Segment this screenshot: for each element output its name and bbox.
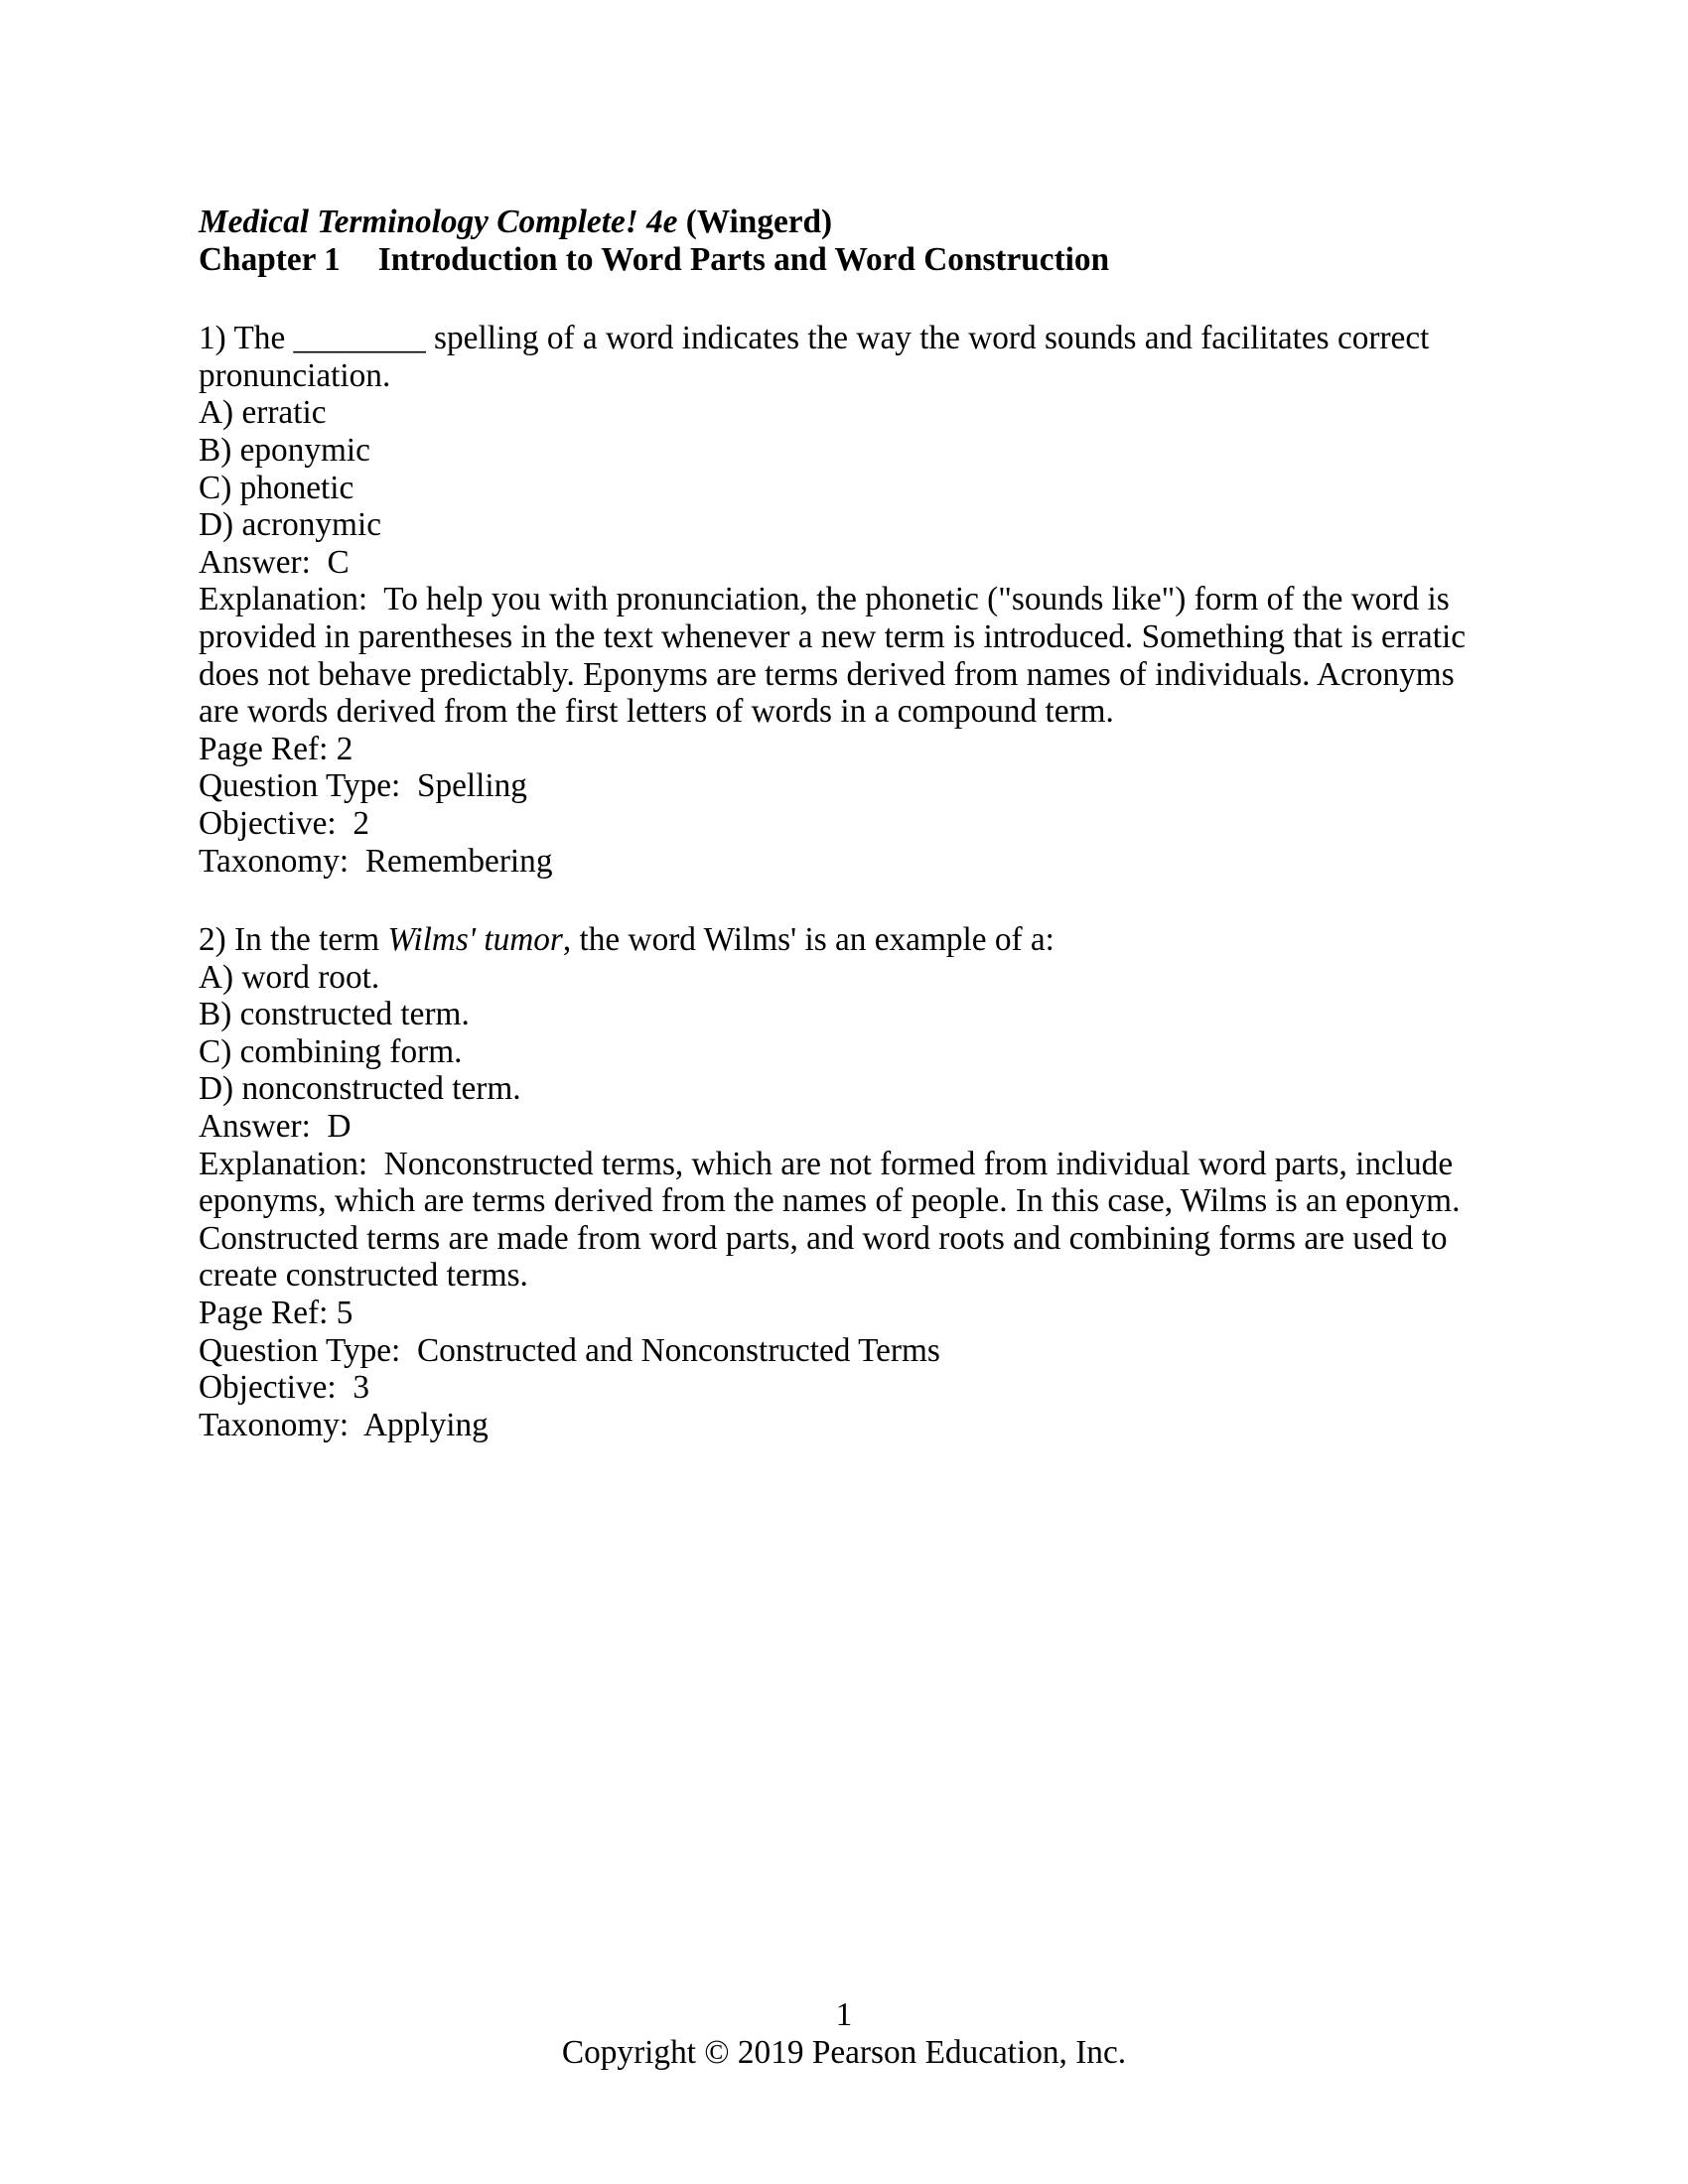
page-number: 1 [835,1996,853,2033]
stem-text: 1) The ________ spelling of a word indicates the way the word sounds and facilitates correct pronunciation. [199,320,1438,394]
choice-item-c: C) phonetic [199,469,354,506]
stem-text-suffix: , the word Wilms' is an example of a: [562,921,1055,959]
book-title: Medical Terminology Complete! 4e [199,204,678,240]
question-stem [199,320,1489,394]
document-header [199,204,1489,278]
choice-item-d: D) acronymic [199,506,381,544]
question-type-line: Question Type: Spelling [199,767,527,805]
answer-line: Answer: D [199,1108,352,1146]
chapter-label: Chapter 1 [199,240,341,278]
choice-item-d: D) nonconstructed term. [199,1070,521,1108]
question-type-line: Question Type: Constructed and Nonconstructed Terms [199,1331,940,1369]
document-content [199,204,1489,1443]
page-ref-line: Page Ref: 5 [199,1295,353,1332]
chapter-title: Introduction to Word Parts and Word Construction [377,240,1110,278]
question-stem [199,921,1489,959]
explanation-text: Explanation: To help you with pronunciation, the phonetic ("sounds like") form of the word is provided in parentheses in the text whenever a new term is introduced. Something that is erratic does not behave predictably. Eponyms are terms derived from names of individuals. Acronyms are words derived from the first letters of words in a compound term. [199,581,1475,731]
answer-line: Answer: C [199,543,350,581]
taxonomy-line: Taxonomy: Remembering [199,842,553,880]
chapter-line [199,241,1489,279]
copyright-notice: Copyright © 2019 Pearson Education, Inc. [561,2033,1127,2071]
question-block-2 [199,921,1489,1443]
book-title-line [199,204,1489,241]
objective-line: Objective: 3 [199,1369,369,1407]
choice-item-c: C) combining form. [199,1032,463,1070]
stem-text: 2) In the term [199,921,388,959]
choice-item-b: B) eponymic [199,431,370,469]
explanation-text: Explanation: Nonconstructed terms, which are not formed from individual word parts, include eponyms, which are terms derived from the names of people. In this case, Wilms is an eponym. Constructed terms are made from word parts, and word roots and combining forms are used to create constructed terms. [199,1145,1469,1295]
choice-item-b: B) constructed term. [199,996,470,1033]
page-ref-line: Page Ref: 2 [199,730,353,767]
stem-term-italic: Wilms' tumor [387,921,563,959]
question-block-1 [199,320,1489,880]
objective-line: Objective: 2 [199,804,369,842]
book-author: (Wingerd) [677,204,833,240]
choice-item-a: A) word root. [199,958,380,996]
taxonomy-line: Taxonomy: Applying [199,1406,489,1443]
page-footer [0,1996,1688,2071]
choice-item-a: A) erratic [199,394,327,432]
